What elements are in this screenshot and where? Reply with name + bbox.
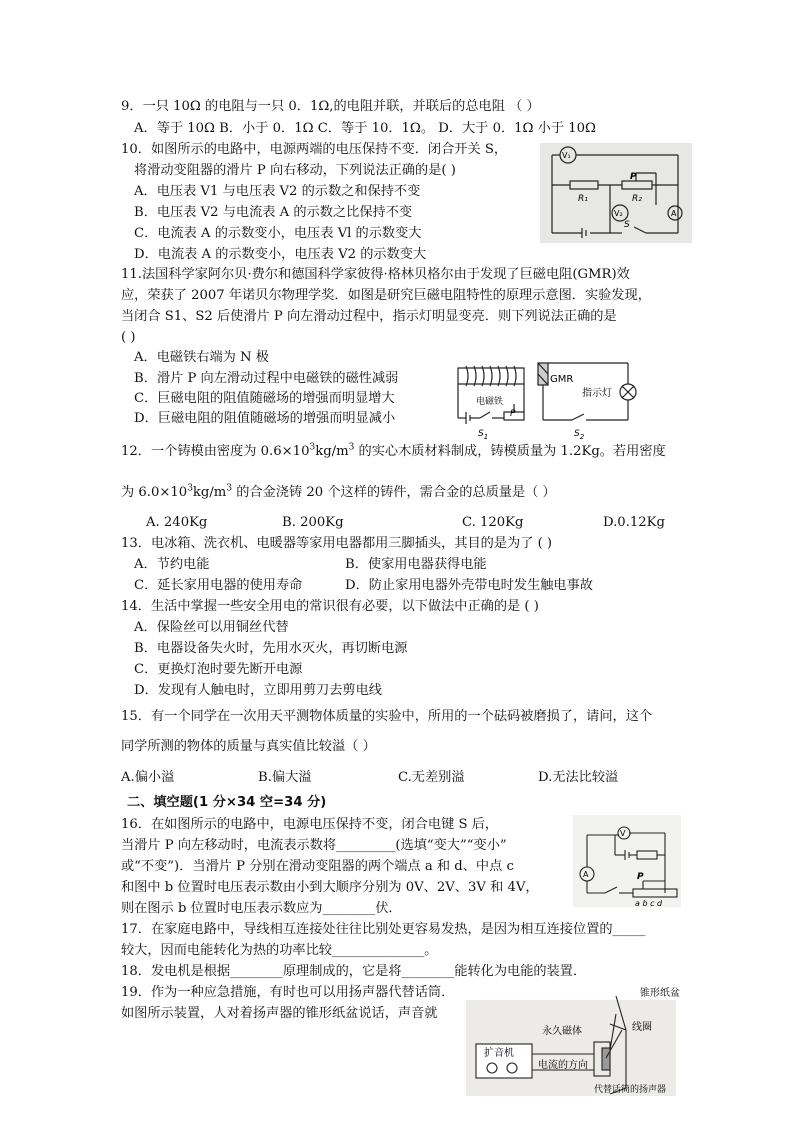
q10-circuit-diagram (540, 143, 692, 243)
q16-fig-p-label: P (637, 872, 644, 882)
q19-fig-caption: 代替话筒的扬声器 (594, 1085, 667, 1095)
q13-option-d: D．防止家用电器外壳带电时发生触电事故 (345, 578, 593, 593)
q17-line1: 17．在家庭电路中，导线相互连接处往往比别处更容易发热，是因为相互连接位置的_____ (121, 922, 646, 937)
q19-fig-coil-label: 线圈 (632, 1022, 652, 1033)
q15-option-a: A.偏小溢 (121, 770, 175, 785)
q16-line1: 16．在如图所示的电路中，电源电压保持不变，闭合电键 S 后， (121, 817, 499, 832)
q11-fig-electromagnet-label: 电磁铁 (476, 397, 504, 407)
q11-fig-s1-label: $S_1$ (478, 429, 489, 441)
q11-fig-s2-label: $S_2$ (574, 429, 585, 441)
q10-stem-line1: 10．如图所示的电路中，电源两端的电压保持不变．闭合开关 S， (121, 142, 508, 157)
q9-options: A．等于 10Ω B．小于 0．1Ω C．等于 10．1Ω。 D．大于 0．1Ω 小于 10Ω (134, 121, 596, 136)
q16-fig-ends-label: a b c d (635, 899, 663, 907)
q13-option-c: C．延长家用电器的使用寿命 (134, 578, 303, 593)
q10-fig-r2-label: R₂ (632, 194, 642, 204)
q11-option-c: C．巨磁电阻的阻值随磁场的增强而明显增大 (134, 391, 395, 406)
q10-option-a: A．电压表 V1 与电压表 V2 的示数之和保持不变 (134, 184, 421, 199)
q19-fig-current-label: 电流的方向 (538, 1060, 588, 1071)
q17-line2: 较大，因而电能转化为热的功率比较______________。 (121, 943, 438, 958)
q11-stem-line2: 应，荣获了 2007 年诺贝尔物理学奖．如图是研究巨磁电阻特性的原理示意图．实验发现， (121, 288, 651, 303)
q14-option-c: C．更换灯泡时要先断开电源 (134, 662, 303, 677)
q11-option-d: D．巨磁电阻的阻值随磁场的增强而明显减小 (134, 411, 396, 426)
q10-fig-s-label: S (624, 220, 630, 230)
q19-fig-amp-label: 扩音机 (484, 1048, 514, 1059)
q12-option-a: A. 240Kg (146, 515, 208, 530)
q16-line2: 当滑片 P 向左移动时，电流表示数将_________(选填“变大”“变小” (121, 838, 507, 853)
q11-stem-line1: 11.法国科学家阿尔贝·费尔和德国科学家彼得·格林贝格尔由于发现了巨磁电阻(GMR)效 (121, 267, 630, 282)
q14-option-b: B．电器设备失火时，先用水灭火，再切断电源 (134, 641, 408, 656)
q16-circuit-svg (573, 815, 681, 907)
q14-option-d: D．发现有人触电时，立即用剪刀去剪电线 (134, 683, 382, 698)
q10-option-b: B．电压表 V2 与电流表 A 的示数之比保持不变 (134, 205, 413, 220)
q19-speaker-svg (466, 984, 698, 1096)
q19-fig-magnet-label: 永久磁体 (542, 1026, 582, 1037)
q15-stem-line1: 15．有一个同学在一次用天平测物体质量的实验中，所用的一个砝码被磨损了，请问，这个 (121, 709, 653, 724)
q19-line2: 如图所示装置，人对着扬声器的锥形纸盆说话，声音就 (121, 1006, 438, 1021)
q13-stem: 13．电冰箱、洗衣机、电暖器等家用电器都用三脚插头，其目的是为了 ( ) (121, 536, 553, 551)
q13-option-b: B．使家用电器获得电能 (345, 557, 487, 572)
q15-option-d: D.无法比较溢 (538, 770, 619, 785)
q10-option-d: D．电流表 A 的示数变小，电压表 V2 的示数变大 (134, 247, 427, 262)
q11-gmr-svg (452, 358, 642, 444)
q12-option-d: D.0.12Kg (603, 515, 665, 530)
q15-option-c: C.无差别溢 (398, 770, 465, 785)
q15-stem-line2: 同学所测的物体的质量与真实值比较溢（ ） (121, 739, 376, 754)
q16-fig-a-label: A (583, 870, 589, 879)
q11-gmr-diagram (452, 358, 642, 444)
q13-option-a: A．节约电能 (134, 557, 210, 572)
q19-fig-cone-label: 锥形纸盆 (640, 988, 680, 999)
q16-line4: 和图中 b 位置时电压表示数由小到大顺序分别为 0V、2V、3V 和 4V， (121, 880, 539, 895)
q9-stem: 9．一只 10Ω 的电阻与一只 0．1Ω,的电阻并联，并联后的总电阻 （ ） (121, 99, 540, 114)
q12-stem-line2: 为 $6.0\times 10^3kg/m^3$ 的合金浇铸 20 个这样的铸件，需合金的总质量是（ ） (121, 483, 556, 500)
q11-fig-lamp-label: 指示灯 (582, 388, 612, 399)
q11-fig-gmr-label: GMR (550, 374, 574, 385)
q16-line3: 或“不变”)．当滑片 P 分别在滑动变阻器的两个端点 a 和 d、中点 c (121, 859, 514, 874)
q10-fig-v1-label: V₁ (562, 151, 571, 160)
q19-line1: 19．作为一种应急措施，有时也可以用扬声器代替话筒． (121, 985, 455, 1000)
q10-option-c: C．电流表 A 的示数变小，电压表 Vl 的示数变大 (134, 226, 422, 241)
q14-option-a: A．保险丝可以用铜丝代替 (134, 620, 289, 635)
q10-fig-p-label: P (630, 172, 637, 182)
q11-option-b: B．滑片 P 向左滑动过程中电磁铁的磁性减弱 (134, 371, 399, 386)
q10-fig-v2-label: V₂ (614, 209, 623, 218)
q16-circuit-diagram (573, 815, 681, 907)
q11-fig-p-label: P (510, 409, 516, 419)
q11-stem-line3: 当闭合 S1、S2 后使滑片 P 向左滑动过程中，指示灯明显变亮．则下列说法正确的是 (121, 309, 617, 324)
q14-stem: 14．生活中掌握一些安全用电的常识很有必要，以下做法中正确的是 ( ) (121, 599, 539, 614)
q10-fig-a-label: A (671, 209, 677, 218)
q12-option-b: B. 200Kg (282, 515, 344, 530)
q12-stem-line1: 12．一个铸模由密度为 $0.6\times 10^3kg/m^3$ 的实心木质材料制成，铸模质量为 1.2Kg。若用密度 (121, 442, 666, 459)
q19-speaker-diagram (466, 984, 698, 1096)
q10-fig-r1-label: R₁ (578, 194, 588, 204)
q12-option-c: C. 120Kg (462, 515, 524, 530)
q10-stem-line2: 将滑动变阻器的滑片 P 向右移动，下列说法正确的是( ) (134, 163, 456, 178)
q15-option-b: B.偏大溢 (258, 770, 312, 785)
q16-fig-v-label: V (620, 829, 626, 838)
section-fill-in-blank-heading: 二、填空题(1 分×34 空=34 分) (127, 795, 327, 810)
q11-stem-line4: ( ) (121, 330, 136, 345)
q16-line5: 则在图示 b 位置时电压表示数应为________伏． (121, 901, 402, 916)
q18-line1: 18．发电机是根据________原理制成的，它是将________能转化为电能的装置． (121, 964, 587, 979)
q11-option-a: A．电磁铁右端为 N 极 (134, 350, 269, 365)
q10-circuit-svg (540, 143, 692, 243)
